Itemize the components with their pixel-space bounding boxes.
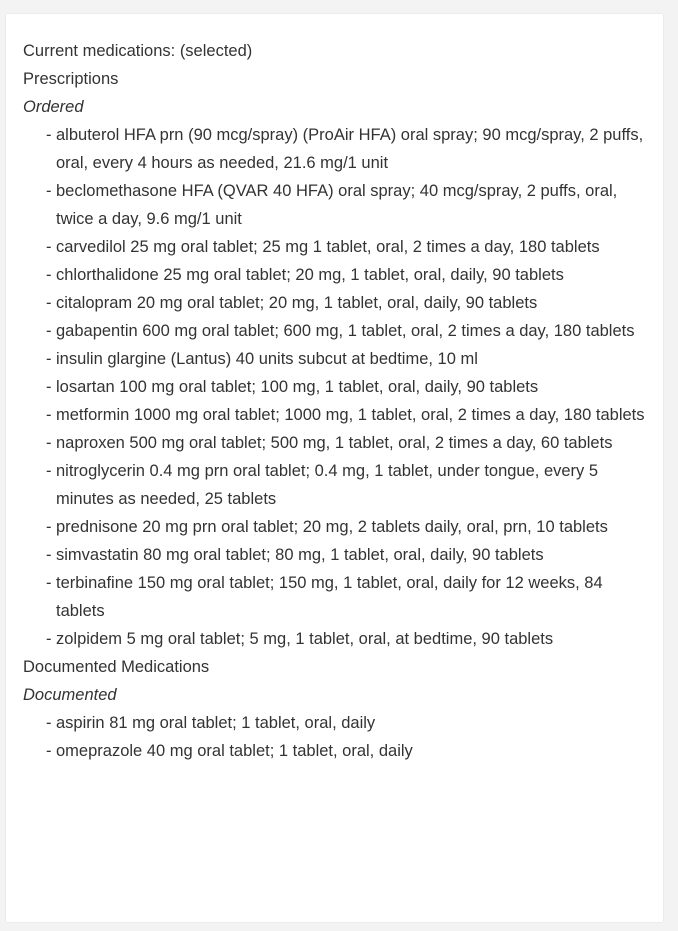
medication-text: beclomethasone HFA (QVAR 40 HFA) oral spray; 40 mcg/spray, 2 puffs, oral, twice a day, 9.6 mg/1 unit (56, 182, 618, 228)
medication-text: nitroglycerin 0.4 mg prn oral tablet; 0.4 mg, 1 tablet, under tongue, every 5 minutes as needed, 25 tablets (56, 462, 599, 508)
list-dash: - (46, 378, 52, 396)
list-item (23, 541, 651, 569)
medication-text: aspirin 81 mg oral tablet; 1 tablet, oral, daily (56, 714, 376, 732)
list-dash: - (46, 406, 52, 424)
list-dash: - (46, 518, 52, 536)
list-item (23, 513, 651, 541)
list-item (23, 317, 651, 345)
list-dash: - (46, 630, 52, 648)
list-item (23, 429, 651, 457)
list-item (23, 737, 651, 765)
list-dash: - (46, 322, 52, 340)
list-item (23, 569, 651, 625)
list-item (23, 261, 651, 289)
medication-text: gabapentin 600 mg oral tablet; 600 mg, 1 tablet, oral, 2 times a day, 180 tablets (56, 322, 635, 340)
list-dash: - (46, 742, 52, 760)
current-medications-heading: Current medications: (selected) (23, 42, 253, 60)
medication-text: terbinafine 150 mg oral tablet; 150 mg, 1 tablet, oral, daily for 12 weeks, 84 tablets (56, 574, 603, 620)
list-dash: - (46, 434, 52, 452)
documented-status: Documented (23, 686, 117, 704)
prescriptions-heading: Prescriptions (23, 70, 119, 88)
medication-text: prednisone 20 mg prn oral tablet; 20 mg, 2 tablets daily, oral, prn, 10 tablets (56, 518, 608, 536)
list-item (23, 457, 651, 513)
list-item (23, 373, 651, 401)
list-dash: - (46, 238, 52, 256)
list-dash: - (46, 574, 52, 592)
list-item (23, 625, 651, 653)
prescriptions-status: Ordered (23, 98, 84, 116)
medication-text: metformin 1000 mg oral tablet; 1000 mg, 1 tablet, oral, 2 times a day, 180 tablets (56, 406, 645, 424)
list-item (23, 345, 651, 373)
prescriptions-list (23, 121, 651, 653)
list-item (23, 121, 651, 177)
medications-content (23, 37, 651, 765)
medication-text: naproxen 500 mg oral tablet; 500 mg, 1 tablet, oral, 2 times a day, 60 tablets (56, 434, 613, 452)
medication-text: carvedilol 25 mg oral tablet; 25 mg 1 tablet, oral, 2 times a day, 180 tablets (56, 238, 600, 256)
list-dash: - (46, 294, 52, 312)
list-item (23, 289, 651, 317)
list-dash: - (46, 546, 52, 564)
list-dash: - (46, 126, 52, 144)
list-item (23, 709, 651, 737)
medication-text: albuterol HFA prn (90 mcg/spray) (ProAir HFA) oral spray; 90 mcg/spray, 2 puffs, oral, every 4 hours as needed, 21.6 mg/1 unit (56, 126, 644, 172)
medication-text: losartan 100 mg oral tablet; 100 mg, 1 tablet, oral, daily, 90 tablets (56, 378, 539, 396)
list-dash: - (46, 714, 52, 732)
documented-list (23, 709, 651, 765)
list-item (23, 177, 651, 233)
medication-text: citalopram 20 mg oral tablet; 20 mg, 1 tablet, oral, daily, 90 tablets (56, 294, 538, 312)
list-dash: - (46, 266, 52, 284)
medication-text: chlorthalidone 25 mg oral tablet; 20 mg, 1 tablet, oral, daily, 90 tablets (56, 266, 564, 284)
medication-text: omeprazole 40 mg oral tablet; 1 tablet, oral, daily (56, 742, 413, 760)
medication-text: zolpidem 5 mg oral tablet; 5 mg, 1 tablet, oral, at bedtime, 90 tablets (56, 630, 554, 648)
list-item (23, 233, 651, 261)
medication-text: simvastatin 80 mg oral tablet; 80 mg, 1 tablet, oral, daily, 90 tablets (56, 546, 544, 564)
medication-text: insulin glargine (Lantus) 40 units subcut at bedtime, 10 ml (56, 350, 478, 368)
list-dash: - (46, 182, 52, 200)
list-item (23, 401, 651, 429)
documented-medications-heading: Documented Medications (23, 658, 210, 676)
medications-card (6, 14, 663, 922)
list-dash: - (46, 462, 52, 480)
list-dash: - (46, 350, 52, 368)
